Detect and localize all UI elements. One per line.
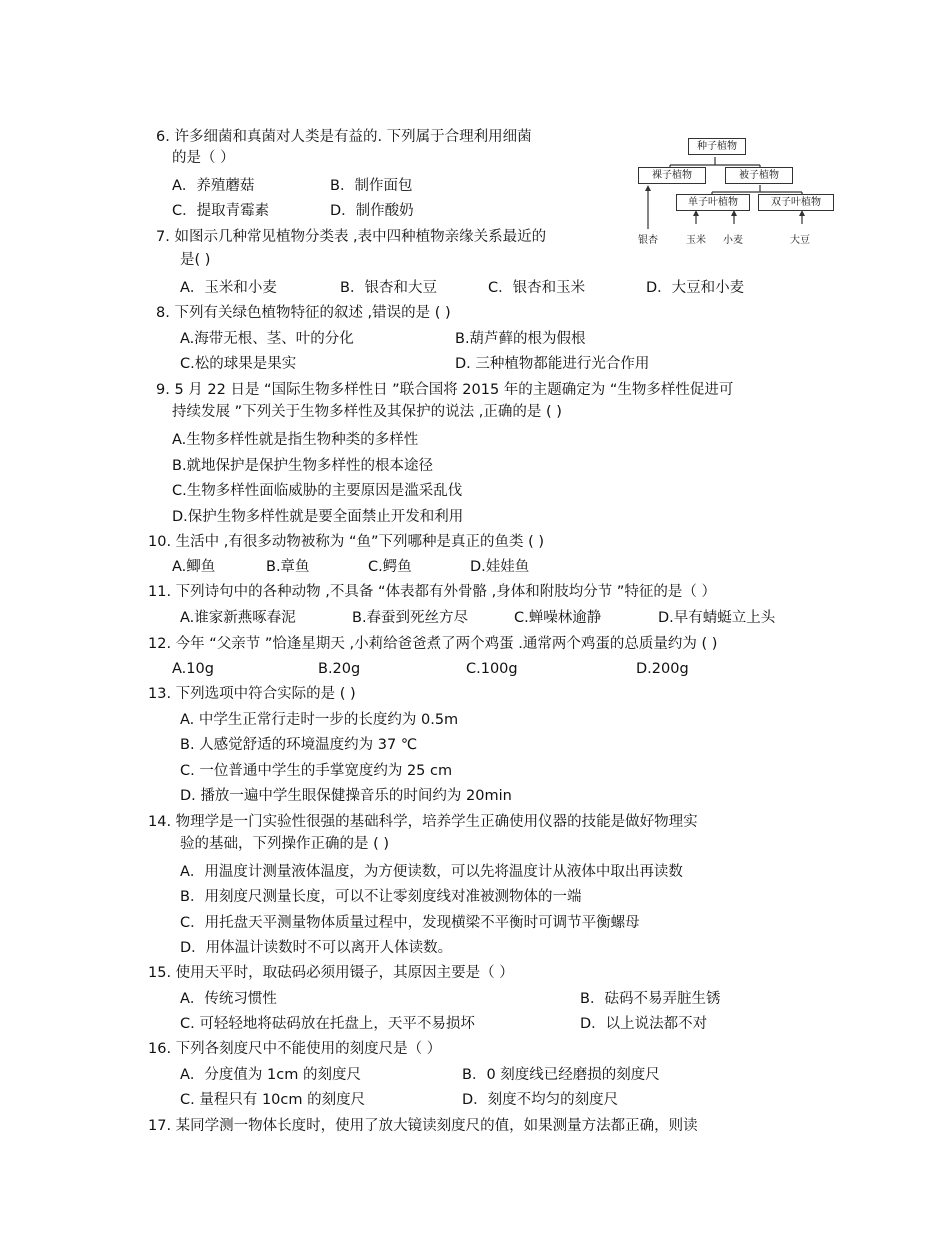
q7-stem-line1: 7. 如图示几种常见植物分类表 ,表中四种植物亲缘关系最近的	[156, 229, 547, 245]
q6-option-d: D．制作酸奶	[330, 203, 414, 219]
q16-option-d: D．刻度不均匀的刻度尺	[462, 1092, 619, 1108]
q8-option-c: C.松的球果是果实	[180, 356, 297, 372]
q10-stem: 10. 生活中 ,有很多动物被称为 “鱼”下列哪种是真正的鱼类 ( )	[148, 534, 545, 550]
q13-stem: 13. 下列选项中符合实际的是 ( )	[148, 686, 356, 702]
q6-option-a: A．养殖蘑菇	[172, 178, 255, 194]
q6-stem-line1: 6. 许多细菌和真菌对人类是有益的. 下列属于合理利用细菌	[156, 129, 532, 145]
q7-stem-line2: 是( )	[180, 252, 211, 268]
diagram-mono-box: 单子叶植物	[676, 194, 750, 211]
q12-option-a: A.10g	[172, 661, 214, 677]
plant-classification-diagram	[630, 132, 840, 247]
q15-option-c: C. 可轻轻地将砝码放在托盘上，天平不易损坏	[180, 1016, 475, 1032]
q10-option-b: B.章鱼	[266, 559, 310, 575]
q16-option-a: A．分度值为 1cm 的刻度尺	[180, 1067, 361, 1083]
q13-option-c: C. 一位普通中学生的手掌宽度约为 25 cm	[180, 763, 453, 779]
q16-stem: 16. 下列各刻度尺中不能使用的刻度尺是（ ）	[148, 1041, 442, 1057]
q6-stem-line2: 的是（ ）	[172, 150, 235, 166]
q15-stem: 15. 使用天平时，取砝码必须用镊子，其原因主要是（ ）	[148, 965, 514, 981]
q14-option-a: A．用温度计测量液体温度，为方便读数，可以先将温度计从液体中取出再读数	[180, 864, 683, 880]
q17-stem: 17. 某同学测一物体长度时，使用了放大镜读刻度尺的值，如果测量方法都正确，则读	[148, 1118, 698, 1134]
diagram-leaf-corn: 玉米	[686, 235, 706, 246]
q12-stem: 12. 今年 “父亲节 ”恰逢星期天 ,小莉给爸爸煮了两个鸡蛋 .通常两个鸡蛋的总质量约为 ( )	[148, 636, 718, 652]
q8-option-d: D. 三种植物都能进行光合作用	[455, 356, 650, 372]
q9-stem-line1: 9. 5 月 22 日是 “国际生物多样性日 ”联合国将 2015 年的主题确定为 “生物多样性促进可	[156, 382, 734, 398]
q10-option-d: D.娃娃鱼	[470, 559, 530, 575]
q7-option-d: D．大豆和小麦	[646, 280, 745, 296]
q11-option-a: A.谁家新燕啄春泥	[180, 610, 296, 626]
q6-option-c: C．提取青霉素	[172, 203, 270, 219]
q8-stem: 8. 下列有关绿色植物特征的叙述 ,错误的是 ( )	[156, 305, 451, 321]
q14-stem-line2: 验的基础，下列操作正确的是 ( )	[180, 836, 390, 852]
q7-option-c: C．银杏和玉米	[488, 280, 586, 296]
q11-stem: 11. 下列诗句中的各种动物 ,不具备 “体表都有外骨骼 ,身体和附肢均分节 ”特征的是（ ）	[148, 584, 716, 600]
q14-option-c: C．用托盘天平测量物体质量过程中，发现横梁不平衡时可调节平衡螺母	[180, 915, 640, 931]
q10-option-c: C.鳄鱼	[368, 559, 412, 575]
q10-option-a: A.鲫鱼	[172, 559, 216, 575]
q16-option-c: C. 量程只有 10cm 的刻度尺	[180, 1092, 366, 1108]
q7-option-a: A．玉米和小麦	[180, 280, 277, 296]
q12-option-b: B.20g	[318, 661, 361, 677]
q6-option-b: B．制作面包	[330, 178, 413, 194]
q11-option-c: C.蝉噪林逾静	[514, 610, 602, 626]
q14-stem-line1: 14. 物理学是一门实验性很强的基础科学，培养学生正确使用仪器的技能是做好物理实	[148, 814, 698, 830]
q9-option-c: C.生物多样性面临威胁的主要原因是滥采乱伐	[172, 483, 463, 499]
q9-option-d: D.保护生物多样性就是要全面禁止开发和利用	[172, 509, 464, 525]
q12-option-d: D.200g	[636, 661, 689, 677]
q12-option-c: C.100g	[466, 661, 518, 677]
q11-option-b: B.春蚕到死丝方尽	[352, 610, 469, 626]
q9-option-b: B.就地保护是保护生物多样性的根本途径	[172, 458, 434, 474]
q14-option-b: B．用刻度尺测量长度，可以不让零刻度线对准被测物体的一端	[180, 889, 582, 905]
q15-option-a: A．传统习惯性	[180, 991, 277, 1007]
diagram-leaf-wheat: 小麦	[723, 235, 743, 246]
q15-option-b: B．砝码不易弄脏生锈	[580, 991, 721, 1007]
diagram-gymno-box: 裸子植物	[638, 167, 706, 184]
diagram-dicot-box: 双子叶植物	[758, 194, 834, 211]
q7-option-b: B．银杏和大豆	[340, 280, 437, 296]
q8-option-a: A.海带无根、茎、叶的分化	[180, 331, 354, 347]
q13-option-d: D. 播放一遍中学生眼保健操音乐的时间约为 20min	[180, 788, 512, 804]
q9-option-a: A.生物多样性就是指生物种类的多样性	[172, 432, 419, 448]
q15-option-d: D．以上说法都不对	[580, 1016, 708, 1032]
diagram-angio-box: 被子植物	[725, 167, 793, 184]
diagram-root-box: 种子植物	[688, 138, 746, 155]
diagram-leaf-soy: 大豆	[790, 235, 810, 246]
q14-option-d: D．用体温计读数时不可以离开人体读数。	[180, 940, 453, 956]
q16-option-b: B．0 刻度线已经磨损的刻度尺	[462, 1067, 660, 1083]
q11-option-d: D.早有蜻蜓立上头	[658, 610, 776, 626]
q13-option-a: A. 中学生正常行走时一步的长度约为 0.5m	[180, 712, 459, 728]
q9-stem-line2: 持续发展 ”下列关于生物多样性及其保护的说法 ,正确的是 ( )	[172, 404, 562, 420]
diagram-leaf-ginkgo: 银杏	[638, 235, 658, 246]
q13-option-b: B. 人感觉舒适的环境温度约为 37 ℃	[180, 737, 418, 753]
q8-option-b: B.葫芦藓的根为假根	[455, 331, 586, 347]
